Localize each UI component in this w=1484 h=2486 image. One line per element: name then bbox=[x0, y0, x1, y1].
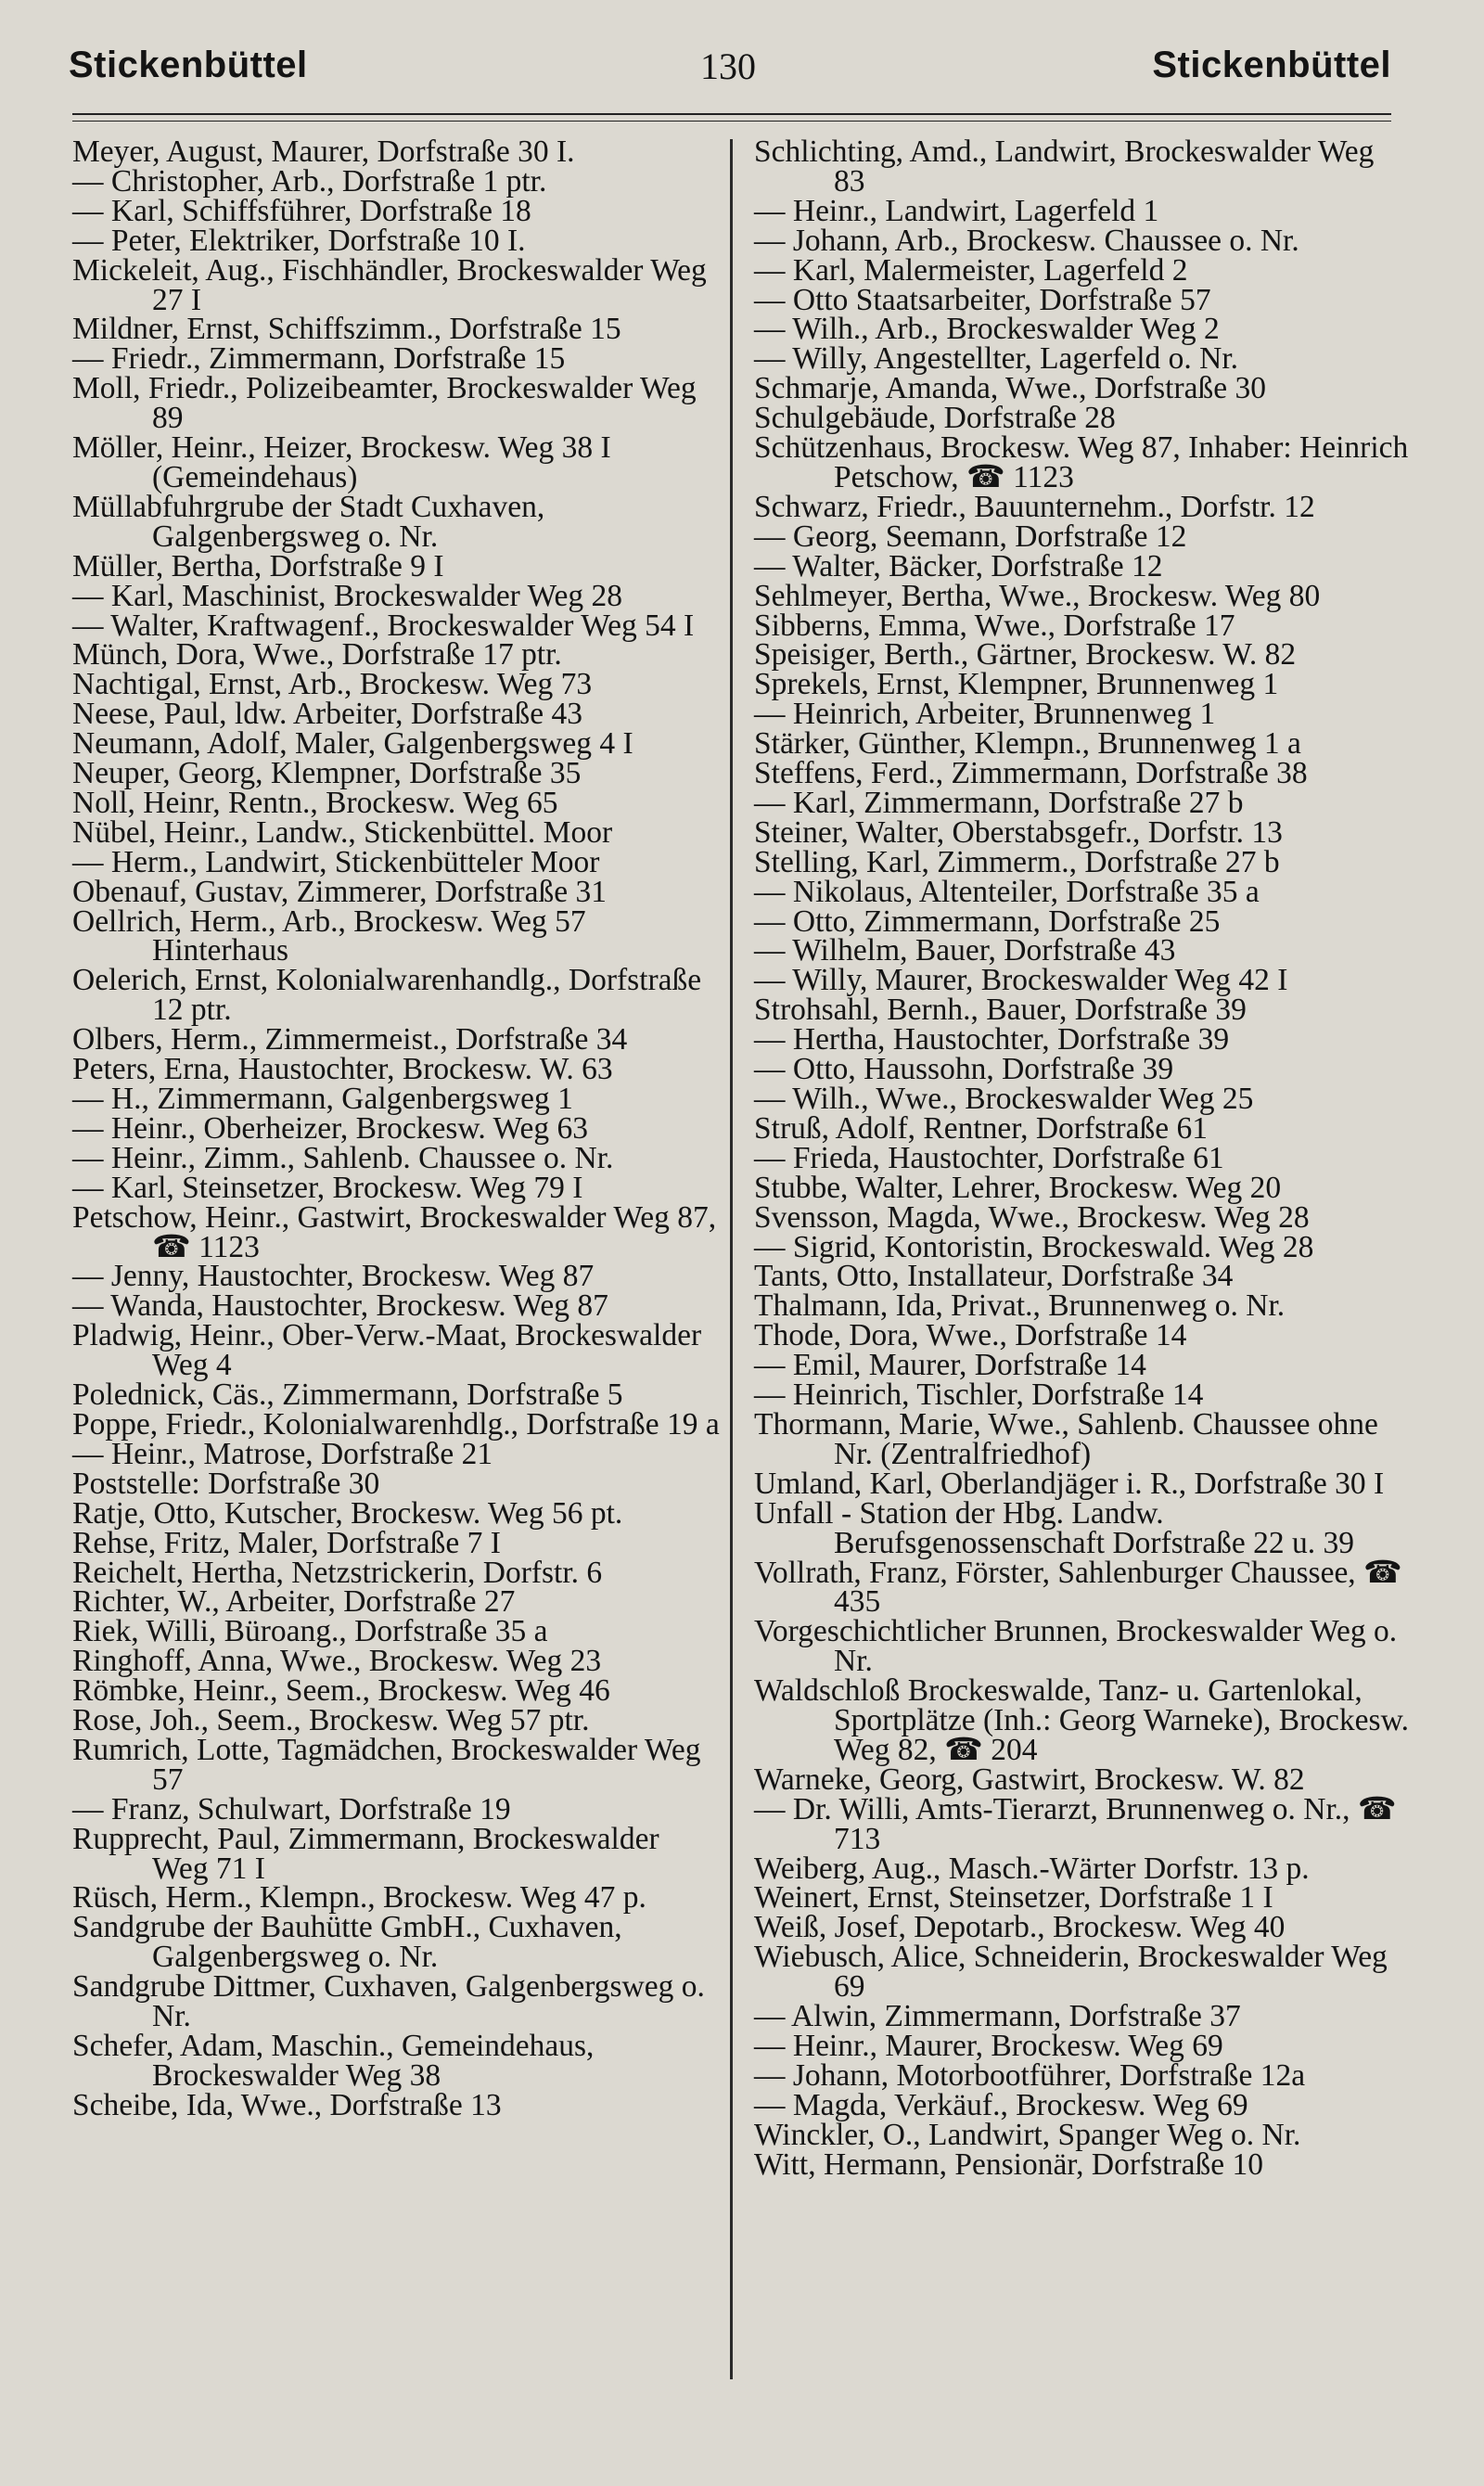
directory-entry: Nachtigal, Ernst, Arb., Brockesw. Weg 73 bbox=[72, 667, 593, 702]
directory-entry: — Franz, Schulwart, Dorfstraße 19 bbox=[72, 1791, 511, 1826]
directory-entry: — Johann, Arb., Brockesw. Chaussee o. Nr. bbox=[754, 223, 1299, 258]
directory-entry: — Peter, Elektriker, Dorfstraße 10 I. bbox=[72, 223, 526, 258]
directory-entry: Stubbe, Walter, Lehrer, Brockesw. Weg 20 bbox=[754, 1170, 1282, 1205]
directory-entry: Nübel, Heinr., Landw., Stickenbüttel. Moor bbox=[72, 814, 613, 850]
directory-entry: — Karl, Zimmermann, Dorfstraße 27 b bbox=[754, 785, 1244, 820]
directory-entry: Sehlmeyer, Bertha, Wwe., Brockesw. Weg 80 bbox=[754, 578, 1321, 613]
directory-entry: Römbke, Heinr., Seem., Brockesw. Weg 46 bbox=[72, 1673, 610, 1709]
directory-entry: Thalmann, Ida, Privat., Brunnenweg o. Nr. bbox=[754, 1288, 1286, 1324]
directory-entry: Rüsch, Herm., Klempn., Brockesw. Weg 47 p. bbox=[72, 1880, 646, 1916]
left-column bbox=[72, 137, 722, 2121]
directory-entry: Unfall - Station der Hbg. Landw. Berufsgenossenschaft Dorfstraße 22 u. 39 bbox=[754, 1495, 1354, 1560]
running-head bbox=[65, 45, 1391, 100]
directory-entry: — Christopher, Arb., Dorfstraße 1 ptr. bbox=[72, 163, 547, 199]
directory-entry: Rose, Joh., Seem., Brockesw. Weg 57 ptr. bbox=[72, 1703, 590, 1738]
directory-entry: Schlichting, Amd., Landwirt, Brockeswalder Weg 83 bbox=[754, 135, 1382, 199]
directory-entry: Stärker, Günther, Klempn., Brunnenweg 1 a bbox=[754, 726, 1301, 762]
directory-entry: Poststelle: Dorfstraße 30 bbox=[72, 1466, 380, 1501]
directory-entry: Oellrich, Herm., Arb., Brockesw. Weg 57 Hinterhaus bbox=[72, 903, 595, 968]
directory-entry: — Karl, Maschinist, Brockeswalder Weg 28 bbox=[72, 578, 623, 613]
directory-entry: — Georg, Seemann, Dorfstraße 12 bbox=[754, 519, 1187, 554]
directory-entry: — Heinr., Zimm., Sahlenb. Chaussee o. Nr. bbox=[72, 1140, 614, 1175]
directory-entry: Neumann, Adolf, Maler, Galgenbergsweg 4 I bbox=[72, 726, 633, 762]
directory-entry: — Willy, Angestellter, Lagerfeld o. Nr. bbox=[754, 341, 1239, 377]
directory-entry: Stelling, Karl, Zimmerm., Dorfstraße 27 b bbox=[754, 844, 1280, 879]
directory-entry: Poppe, Friedr., Kolonialwarenhdlg., Dorfstraße 19 a bbox=[72, 1406, 720, 1442]
directory-entry: Rehse, Fritz, Maler, Dorfstraße 7 I bbox=[72, 1525, 501, 1560]
directory-entry: Schefer, Adam, Maschin., Gemeindehaus, Brockeswalder Weg 38 bbox=[72, 2029, 602, 2093]
directory-entry: — Nikolaus, Altenteiler, Dorfstraße 35 a bbox=[754, 874, 1260, 909]
directory-entry: Steffens, Ferd., Zimmermann, Dorfstraße 38 bbox=[754, 756, 1308, 791]
directory-entry: — Heinr., Landwirt, Lagerfeld 1 bbox=[754, 193, 1159, 228]
directory-entry: Rumrich, Lotte, Tagmädchen, Brockeswalder Weg 57 bbox=[72, 1732, 709, 1797]
directory-entry: Scheibe, Ida, Wwe., Dorfstraße 13 bbox=[72, 2087, 502, 2122]
directory-entry: Moll, Friedr., Polizeibeamter, Brockeswalder Weg 89 bbox=[72, 371, 704, 436]
header-rule-thin bbox=[72, 121, 1391, 122]
directory-entry: Münch, Dora, Wwe., Dorfstraße 17 ptr. bbox=[72, 637, 562, 673]
directory-entry: — Heinrich, Tischler, Dorfstraße 14 bbox=[754, 1378, 1204, 1413]
directory-entry: — Emil, Maurer, Dorfstraße 14 bbox=[754, 1348, 1146, 1383]
directory-entry: Rupprecht, Paul, Zimmermann, Brockeswalder Weg 71 I bbox=[72, 1821, 667, 1886]
directory-entry: — Heinr., Matrose, Dorfstraße 21 bbox=[72, 1436, 493, 1471]
directory-entry: Mickeleit, Aug., Fischhändler, Brockeswalder Weg 27 I bbox=[72, 252, 715, 317]
directory-entry: — Otto Staatsarbeiter, Dorfstraße 57 bbox=[754, 282, 1211, 317]
directory-entry: Schmarje, Amanda, Wwe., Dorfstraße 30 bbox=[754, 371, 1266, 406]
directory-entry: Schützenhaus, Brockesw. Weg 87, Inhaber: Heinrich Petschow, ☎ 1123 bbox=[754, 430, 1416, 494]
directory-entry: Meyer, August, Maurer, Dorfstraße 30 I. bbox=[72, 135, 575, 169]
directory-entry: Struß, Adolf, Rentner, Dorfstraße 61 bbox=[754, 1110, 1208, 1146]
directory-entry: Noll, Heinr, Rentn., Brockesw. Weg 65 bbox=[72, 785, 558, 820]
directory-entry: Waldschloß Brockeswalde, Tanz- u. Gartenlokal, Sportplätze (Inh.: Georg Warneke), Brockesw. Weg 82, ☎ 204 bbox=[754, 1673, 1416, 1767]
directory-entry: — Hertha, Haustochter, Dorfstraße 39 bbox=[754, 1022, 1230, 1057]
directory-entry: Weinert, Ernst, Steinsetzer, Dorfstraße 1 I bbox=[754, 1880, 1273, 1916]
directory-entry: — Karl, Malermeister, Lagerfeld 2 bbox=[754, 252, 1188, 288]
directory-entry: Möller, Heinr., Heizer, Brockesw. Weg 38 I (Gemeindehaus) bbox=[72, 430, 620, 494]
directory-entry: Thormann, Marie, Wwe., Sahlenb. Chaussee ohne Nr. (Zentralfriedhof) bbox=[754, 1406, 1387, 1471]
directory-entry: — Herm., Landwirt, Stickenbütteler Moor bbox=[72, 844, 600, 879]
directory-entry: Thode, Dora, Wwe., Dorfstraße 14 bbox=[754, 1318, 1187, 1353]
directory-entry: Umland, Karl, Oberlandjäger i. R., Dorfstraße 30 I bbox=[754, 1466, 1385, 1501]
directory-entry: Weiberg, Aug., Masch.-Wärter Dorfstr. 13 p. bbox=[754, 1851, 1310, 1886]
directory-entry: Petschow, Heinr., Gastwirt, Brockeswalder Weg 87, ☎ 1123 bbox=[72, 1199, 724, 1264]
directory-entry: — Johann, Motorbootführer, Dorfstraße 12a bbox=[754, 2057, 1306, 2093]
directory-entry: Schwarz, Friedr., Bauunternehm., Dorfstr. 12 bbox=[754, 489, 1315, 524]
directory-entry: — Alwin, Zimmermann, Dorfstraße 37 bbox=[754, 1999, 1241, 2034]
directory-entry: — Walter, Kraftwagenf., Brockeswalder Weg 54 I bbox=[72, 608, 695, 643]
directory-entry: Mildner, Ernst, Schiffszimm., Dorfstraße 15 bbox=[72, 312, 621, 347]
directory-entry: — Karl, Schiffsführer, Dorfstraße 18 bbox=[72, 193, 531, 228]
directory-entry: Winckler, O., Landwirt, Spanger Weg o. Nr. bbox=[754, 2117, 1301, 2152]
directory-entry: Weiß, Josef, Depotarb., Brockesw. Weg 40 bbox=[754, 1910, 1286, 1945]
directory-entry: Peters, Erna, Haustochter, Brockesw. W. 63 bbox=[72, 1052, 613, 1087]
directory-entry: — Walter, Bäcker, Dorfstraße 12 bbox=[754, 548, 1163, 583]
directory-entry: Neese, Paul, ldw. Arbeiter, Dorfstraße 43 bbox=[72, 697, 583, 732]
directory-entry: — Jenny, Haustochter, Brockesw. Weg 87 bbox=[72, 1259, 595, 1294]
directory-entry: — Frieda, Haustochter, Dorfstraße 61 bbox=[754, 1140, 1224, 1175]
directory-entry: — Magda, Verkäuf., Brockesw. Weg 69 bbox=[754, 2087, 1248, 2122]
directory-entry: — Wanda, Haustochter, Brockesw. Weg 87 bbox=[72, 1288, 608, 1324]
directory-entry: Strohsahl, Bernh., Bauer, Dorfstraße 39 bbox=[754, 993, 1247, 1028]
directory-entry: Speisiger, Berth., Gärtner, Brockesw. W. 82 bbox=[754, 637, 1297, 673]
directory-entry: — Wilhelm, Bauer, Dorfstraße 43 bbox=[754, 933, 1176, 968]
directory-entry: — Otto, Zimmermann, Dorfstraße 25 bbox=[754, 903, 1221, 939]
directory-entry: — Dr. Willi, Amts-Tierarzt, Brunnenweg o. Nr., ☎ 713 bbox=[754, 1791, 1405, 1856]
header-rule bbox=[72, 113, 1391, 115]
directory-entry: Ringhoff, Anna, Wwe., Brockesw. Weg 23 bbox=[72, 1644, 602, 1679]
directory-entry: Tants, Otto, Installateur, Dorfstraße 34 bbox=[754, 1259, 1234, 1294]
directory-entry: Schulgebäude, Dorfstraße 28 bbox=[754, 401, 1116, 436]
directory-entry: Sprekels, Ernst, Klempner, Brunnenweg 1 bbox=[754, 667, 1279, 702]
directory-entry: — Friedr., Zimmermann, Dorfstraße 15 bbox=[72, 341, 566, 377]
running-head-right: Stickenbüttel bbox=[1152, 45, 1391, 85]
directory-entry: Müller, Bertha, Dorfstraße 9 I bbox=[72, 548, 444, 583]
directory-entry: Svensson, Magda, Wwe., Brockesw. Weg 28 bbox=[754, 1199, 1310, 1235]
directory-entry: — Wilh., Arb., Brockeswalder Weg 2 bbox=[754, 312, 1220, 347]
page-number: 130 bbox=[700, 45, 756, 87]
directory-entry: Neuper, Georg, Klempner, Dorfstraße 35 bbox=[72, 756, 582, 791]
directory-entry: Olbers, Herm., Zimmermeist., Dorfstraße 34 bbox=[72, 1022, 628, 1057]
directory-entry: — Heinr., Oberheizer, Brockesw. Weg 63 bbox=[72, 1110, 588, 1146]
directory-entry: Sandgrube der Bauhütte GmbH., Cuxhaven, Galgenbergsweg o. Nr. bbox=[72, 1910, 631, 1975]
directory-entry: — Otto, Haussohn, Dorfstraße 39 bbox=[754, 1052, 1174, 1087]
directory-entry: — Heinrich, Arbeiter, Brunnenweg 1 bbox=[754, 697, 1216, 732]
directory-entry: Oelerich, Ernst, Kolonialwarenhandlg., Dorfstraße 12 ptr. bbox=[72, 963, 710, 1028]
directory-entry: Riek, Willi, Büroang., Dorfstraße 35 a bbox=[72, 1614, 548, 1649]
directory-entry: Obenauf, Gustav, Zimmerer, Dorfstraße 31 bbox=[72, 874, 608, 909]
directory-entry: Sandgrube Dittmer, Cuxhaven, Galgenbergsweg o. Nr. bbox=[72, 1969, 713, 2034]
directory-entry: Witt, Hermann, Pensionär, Dorfstraße 10 bbox=[754, 2146, 1263, 2182]
directory-entry: — Wilh., Wwe., Brockeswalder Weg 25 bbox=[754, 1082, 1254, 1116]
directory-entry: Müllabfuhrgrube der Stadt Cuxhaven, Galgenbergsweg o. Nr. bbox=[72, 489, 553, 554]
running-head-left: Stickenbüttel bbox=[69, 45, 308, 85]
directory-entry: — H., Zimmermann, Galgenbergsweg 1 bbox=[72, 1082, 573, 1116]
column-divider bbox=[730, 139, 733, 2379]
directory-entry: Polednick, Cäs., Zimmermann, Dorfstraße 5 bbox=[72, 1378, 623, 1413]
directory-entry: Reichelt, Hertha, Netzstrickerin, Dorfstr. 6 bbox=[72, 1555, 603, 1590]
directory-entry: Steiner, Walter, Oberstabsgefr., Dorfstr. 13 bbox=[754, 814, 1283, 850]
directory-entry: Sibberns, Emma, Wwe., Dorfstraße 17 bbox=[754, 608, 1235, 643]
right-column bbox=[754, 135, 1416, 2182]
directory-entry: Warneke, Georg, Gastwirt, Brockesw. W. 82 bbox=[754, 1762, 1305, 1797]
directory-entry: Richter, W., Arbeiter, Dorfstraße 27 bbox=[72, 1584, 516, 1620]
directory-entry: — Heinr., Maurer, Brockesw. Weg 69 bbox=[754, 2029, 1223, 2063]
directory-entry: Ratje, Otto, Kutscher, Brockesw. Weg 56 pt. bbox=[72, 1495, 623, 1531]
directory-entry: Pladwig, Heinr., Ober-Verw.-Maat, Brockeswalder Weg 4 bbox=[72, 1318, 709, 1383]
directory-entry: — Willy, Maurer, Brockeswalder Weg 42 I bbox=[754, 963, 1288, 998]
directory-entry: Vollrath, Franz, Förster, Sahlenburger Chaussee, ☎ 435 bbox=[754, 1555, 1411, 1620]
directory-entry: — Karl, Steinsetzer, Brockesw. Weg 79 I bbox=[72, 1170, 583, 1205]
directory-entry: — Sigrid, Kontoristin, Brockeswald. Weg 28 bbox=[754, 1229, 1314, 1264]
directory-entry: Wiebusch, Alice, Schneiderin, Brockeswalder Weg 69 bbox=[754, 1940, 1396, 2005]
directory-entry: Vorgeschichtlicher Brunnen, Brockeswalder Weg o. Nr. bbox=[754, 1614, 1405, 1679]
